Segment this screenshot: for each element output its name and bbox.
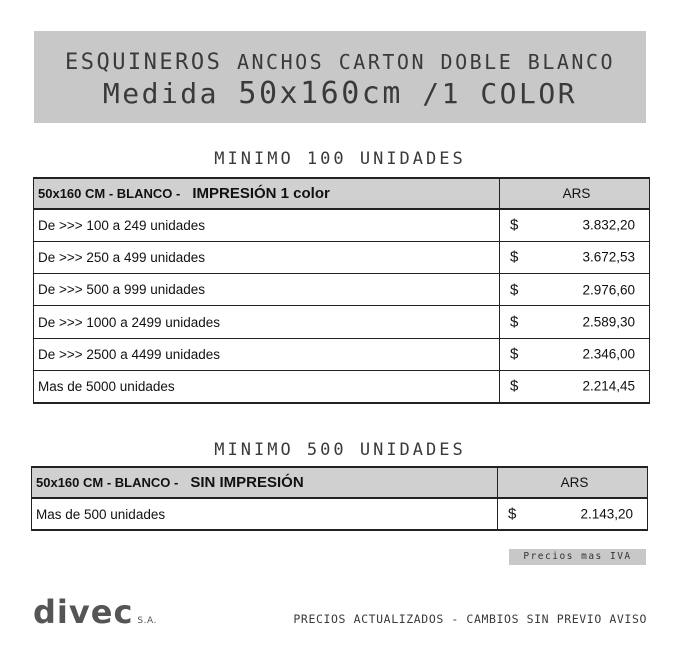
iva-note: Precios mas IVA bbox=[509, 549, 646, 565]
quantity-range-cell: Mas de 5000 unidades bbox=[34, 370, 500, 402]
product-header-name: 50x160 CM - BLANCO - bbox=[36, 475, 179, 490]
logo-word: divec bbox=[33, 593, 134, 631]
quantity-range-cell: De >>> 250 a 499 unidades bbox=[34, 241, 500, 273]
price-amount: 2.976,60 bbox=[582, 282, 635, 298]
currency-symbol: $ bbox=[508, 505, 517, 523]
price-cell bbox=[500, 241, 650, 273]
price-cell bbox=[500, 274, 650, 306]
quantity-range-cell: Mas de 500 unidades bbox=[32, 498, 498, 530]
product-header-cell bbox=[34, 178, 500, 209]
currency-symbol: $ bbox=[510, 313, 519, 331]
product-header-variant: IMPRESIÓN 1 color bbox=[192, 185, 330, 202]
title-line-2 bbox=[34, 76, 646, 111]
product-header-variant: SIN IMPRESIÓN bbox=[190, 474, 304, 491]
currency-symbol: $ bbox=[510, 281, 519, 299]
quantity-range-cell: De >>> 500 a 999 unidades bbox=[34, 274, 500, 306]
price-amount: 3.832,20 bbox=[582, 217, 635, 233]
table-row bbox=[34, 209, 650, 241]
table-row bbox=[34, 370, 650, 402]
price-amount: 3.672,53 bbox=[582, 249, 635, 265]
currency-header-cell: ARS bbox=[500, 178, 650, 209]
measure-size: 50x160cm bbox=[238, 76, 403, 111]
currency-header-cell: ARS bbox=[498, 467, 648, 498]
table-row bbox=[34, 306, 650, 338]
table-row bbox=[34, 338, 650, 370]
price-cell bbox=[500, 370, 650, 402]
measure-color: /1 COLOR bbox=[422, 77, 578, 110]
title-banner bbox=[34, 31, 646, 123]
price-cell bbox=[500, 338, 650, 370]
title-line-1 bbox=[34, 50, 646, 75]
table-header-row bbox=[34, 178, 650, 209]
measure-label: Medida bbox=[102, 77, 220, 110]
company-logo bbox=[33, 593, 157, 631]
price-amount: 2.214,45 bbox=[582, 378, 635, 394]
price-table-2 bbox=[31, 466, 648, 531]
price-cell bbox=[498, 498, 648, 530]
currency-symbol: $ bbox=[510, 377, 519, 395]
section-1-title: MINIMO 100 UNIDADES bbox=[214, 149, 466, 169]
price-cell bbox=[500, 209, 650, 241]
currency-symbol: $ bbox=[510, 248, 519, 266]
footer-disclaimer: PRECIOS ACTUALIZADOS - CAMBIOS SIN PREVIO AVISO bbox=[293, 612, 647, 626]
quantity-range-cell: De >>> 100 a 249 unidades bbox=[34, 209, 500, 241]
quantity-range-cell: De >>> 1000 a 2499 unidades bbox=[34, 306, 500, 338]
table-header-row bbox=[32, 467, 648, 498]
product-header-name: 50x160 CM - BLANCO - bbox=[38, 186, 181, 201]
price-amount: 2.346,00 bbox=[582, 346, 635, 362]
section-2-title: MINIMO 500 UNIDADES bbox=[214, 440, 466, 460]
table-row bbox=[32, 498, 648, 530]
title-rest: ANCHOS CARTON DOBLE BLANCO bbox=[236, 50, 616, 74]
price-amount: 2.143,20 bbox=[580, 506, 633, 522]
currency-symbol: $ bbox=[510, 216, 519, 234]
currency-symbol: $ bbox=[510, 345, 519, 363]
price-cell bbox=[500, 306, 650, 338]
title-word-esquineros: ESQUINEROS bbox=[64, 50, 223, 75]
price-table-1 bbox=[33, 177, 650, 404]
price-amount: 2.589,30 bbox=[582, 314, 635, 330]
table-row bbox=[34, 274, 650, 306]
quantity-range-cell: De >>> 2500 a 4499 unidades bbox=[34, 338, 500, 370]
logo-suffix: S.A. bbox=[137, 616, 157, 626]
table-row bbox=[34, 241, 650, 273]
product-header-cell bbox=[32, 467, 498, 498]
